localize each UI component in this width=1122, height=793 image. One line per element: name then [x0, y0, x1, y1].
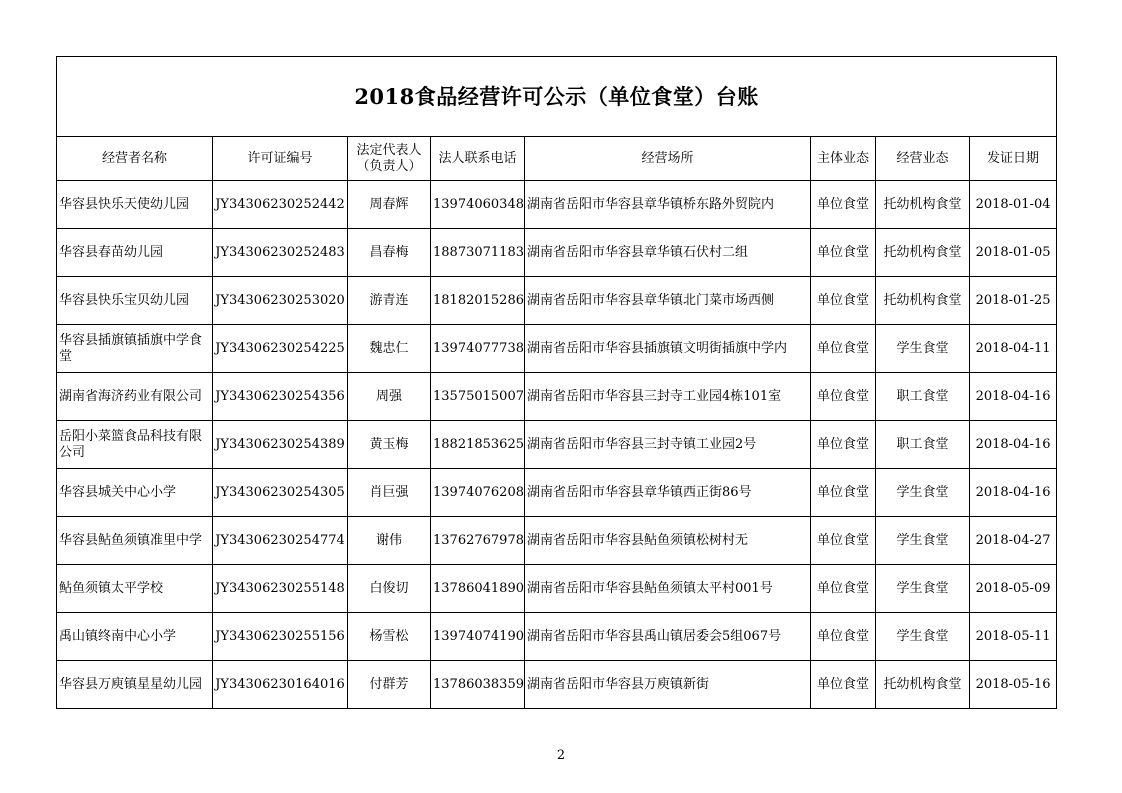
business-address-cell: 湖南省岳阳市华容县三封寺工业园4栋101室 [525, 373, 811, 421]
subject-type-cell: 单位食堂 [811, 181, 876, 229]
table-row [57, 325, 1057, 373]
contact-phone-cell: 13974077738 [431, 325, 525, 373]
column-header-operator-name: 经营者名称 [57, 137, 213, 181]
business-type-cell: 学生食堂 [876, 613, 970, 661]
issue-date-cell: 2018-04-16 [970, 469, 1057, 517]
contact-phone-cell: 18873071183 [431, 229, 525, 277]
license-number-cell: JY34306230252442 [213, 181, 348, 229]
business-address-cell: 湖南省岳阳市华容县章华镇桥东路外贸院内 [525, 181, 811, 229]
license-number-cell: JY34306230254225 [213, 325, 348, 373]
title-row [57, 57, 1057, 137]
operator-name-cell: 华容县城关中心小学 [57, 469, 213, 517]
issue-date-cell: 2018-05-09 [970, 565, 1057, 613]
subject-type-cell: 单位食堂 [811, 517, 876, 565]
column-header-contact-phone: 法人联系电话 [431, 137, 525, 181]
license-number-cell: JY34306230254389 [213, 421, 348, 469]
license-number-cell: JY34306230255156 [213, 613, 348, 661]
license-number-cell: JY34306230253020 [213, 277, 348, 325]
operator-name-cell: 鲇鱼须镇太平学校 [57, 565, 213, 613]
operator-name-cell: 湖南省海济药业有限公司 [57, 373, 213, 421]
issue-date-cell: 2018-05-11 [970, 613, 1057, 661]
business-type-cell: 学生食堂 [876, 469, 970, 517]
subject-type-cell: 单位食堂 [811, 661, 876, 709]
legal-representative-cell: 魏忠仁 [348, 325, 431, 373]
table-row [57, 565, 1057, 613]
legal-representative-cell: 周强 [348, 373, 431, 421]
column-header-business-type: 经营业态 [876, 137, 970, 181]
legal-representative-cell: 昌春梅 [348, 229, 431, 277]
column-header-business-address: 经营场所 [525, 137, 811, 181]
business-type-cell: 学生食堂 [876, 565, 970, 613]
legal-representative-cell: 付群芳 [348, 661, 431, 709]
contact-phone-cell: 13974074190 [431, 613, 525, 661]
operator-name-cell: 华容县鲇鱼须镇准里中学 [57, 517, 213, 565]
issue-date-cell: 2018-01-05 [970, 229, 1057, 277]
issue-date-cell: 2018-04-27 [970, 517, 1057, 565]
business-type-cell: 职工食堂 [876, 373, 970, 421]
subject-type-cell: 单位食堂 [811, 421, 876, 469]
operator-name-cell: 华容县快乐宝贝幼儿园 [57, 277, 213, 325]
business-address-cell: 湖南省岳阳市华容县三封寺镇工业园2号 [525, 421, 811, 469]
subject-type-cell: 单位食堂 [811, 277, 876, 325]
page-number: 2 [556, 748, 566, 763]
license-number-cell: JY34306230164016 [213, 661, 348, 709]
operator-name-cell: 华容县万庾镇星星幼儿园 [57, 661, 213, 709]
business-address-cell: 湖南省岳阳市华容县鲇鱼须镇太平村001号 [525, 565, 811, 613]
business-address-cell: 湖南省岳阳市华容县插旗镇文明街插旗中学内 [525, 325, 811, 373]
contact-phone-cell: 13762767978 [431, 517, 525, 565]
issue-date-cell: 2018-01-04 [970, 181, 1057, 229]
operator-name-cell: 禹山镇终南中心小学 [57, 613, 213, 661]
subject-type-cell: 单位食堂 [811, 229, 876, 277]
table-row [57, 469, 1057, 517]
business-address-cell: 湖南省岳阳市华容县禹山镇居委会5组067号 [525, 613, 811, 661]
license-number-cell: JY34306230252483 [213, 229, 348, 277]
subject-type-cell: 单位食堂 [811, 373, 876, 421]
legal-representative-cell: 游青连 [348, 277, 431, 325]
license-number-cell: JY34306230254774 [213, 517, 348, 565]
business-address-cell: 湖南省岳阳市华容县章华镇西正街86号 [525, 469, 811, 517]
license-number-cell: JY34306230255148 [213, 565, 348, 613]
license-number-cell: JY34306230254356 [213, 373, 348, 421]
contact-phone-cell: 13575015007 [431, 373, 525, 421]
issue-date-cell: 2018-01-25 [970, 277, 1057, 325]
license-number-cell: JY34306230254305 [213, 469, 348, 517]
legal-representative-cell: 肖巨强 [348, 469, 431, 517]
legal-representative-cell: 黄玉梅 [348, 421, 431, 469]
business-address-cell: 湖南省岳阳市华容县万庾镇新街 [525, 661, 811, 709]
business-type-cell: 职工食堂 [876, 421, 970, 469]
table-row [57, 181, 1057, 229]
contact-phone-cell: 18182015286 [431, 277, 525, 325]
table-row [57, 661, 1057, 709]
operator-name-cell: 岳阳小菜篮食品科技有限公司 [57, 421, 213, 469]
issue-date-cell: 2018-05-16 [970, 661, 1057, 709]
subject-type-cell: 单位食堂 [811, 565, 876, 613]
issue-date-cell: 2018-04-16 [970, 421, 1057, 469]
operator-name-cell: 华容县插旗镇插旗中学食堂 [57, 325, 213, 373]
column-header-license-number: 许可证编号 [213, 137, 348, 181]
business-address-cell: 湖南省岳阳市华容县章华镇石伏村二组 [525, 229, 811, 277]
column-header-subject-type: 主体业态 [811, 137, 876, 181]
legal-representative-cell: 谢伟 [348, 517, 431, 565]
table-row [57, 517, 1057, 565]
business-type-cell: 托幼机构食堂 [876, 181, 970, 229]
document-title: 2018食品经营许可公示（单位食堂）台账 [57, 57, 1057, 137]
legal-representative-cell: 杨雪松 [348, 613, 431, 661]
business-type-cell: 学生食堂 [876, 517, 970, 565]
business-type-cell: 学生食堂 [876, 325, 970, 373]
contact-phone-cell: 13974076208 [431, 469, 525, 517]
operator-name-cell: 华容县春苗幼儿园 [57, 229, 213, 277]
table-row [57, 229, 1057, 277]
subject-type-cell: 单位食堂 [811, 613, 876, 661]
table-row [57, 613, 1057, 661]
business-address-cell: 湖南省岳阳市华容县章华镇北门菜市场西侧 [525, 277, 811, 325]
legal-representative-cell: 白俊切 [348, 565, 431, 613]
column-header-issue-date: 发证日期 [970, 137, 1057, 181]
license-register-table [56, 56, 1057, 709]
business-type-cell: 托幼机构食堂 [876, 661, 970, 709]
issue-date-cell: 2018-04-11 [970, 325, 1057, 373]
table-row [57, 421, 1057, 469]
business-type-cell: 托幼机构食堂 [876, 229, 970, 277]
subject-type-cell: 单位食堂 [811, 325, 876, 373]
issue-date-cell: 2018-04-16 [970, 373, 1057, 421]
subject-type-cell: 单位食堂 [811, 469, 876, 517]
business-type-cell: 托幼机构食堂 [876, 277, 970, 325]
legal-representative-cell: 周春辉 [348, 181, 431, 229]
column-header-legal-representative: 法定代表人（负责人） [348, 137, 431, 181]
contact-phone-cell: 13786038359 [431, 661, 525, 709]
contact-phone-cell: 18821853625 [431, 421, 525, 469]
contact-phone-cell: 13974060348 [431, 181, 525, 229]
operator-name-cell: 华容县快乐天使幼儿园 [57, 181, 213, 229]
contact-phone-cell: 13786041890 [431, 565, 525, 613]
business-address-cell: 湖南省岳阳市华容县鲇鱼须镇松树村无 [525, 517, 811, 565]
table-row [57, 373, 1057, 421]
table-row [57, 277, 1057, 325]
header-row [57, 137, 1057, 181]
